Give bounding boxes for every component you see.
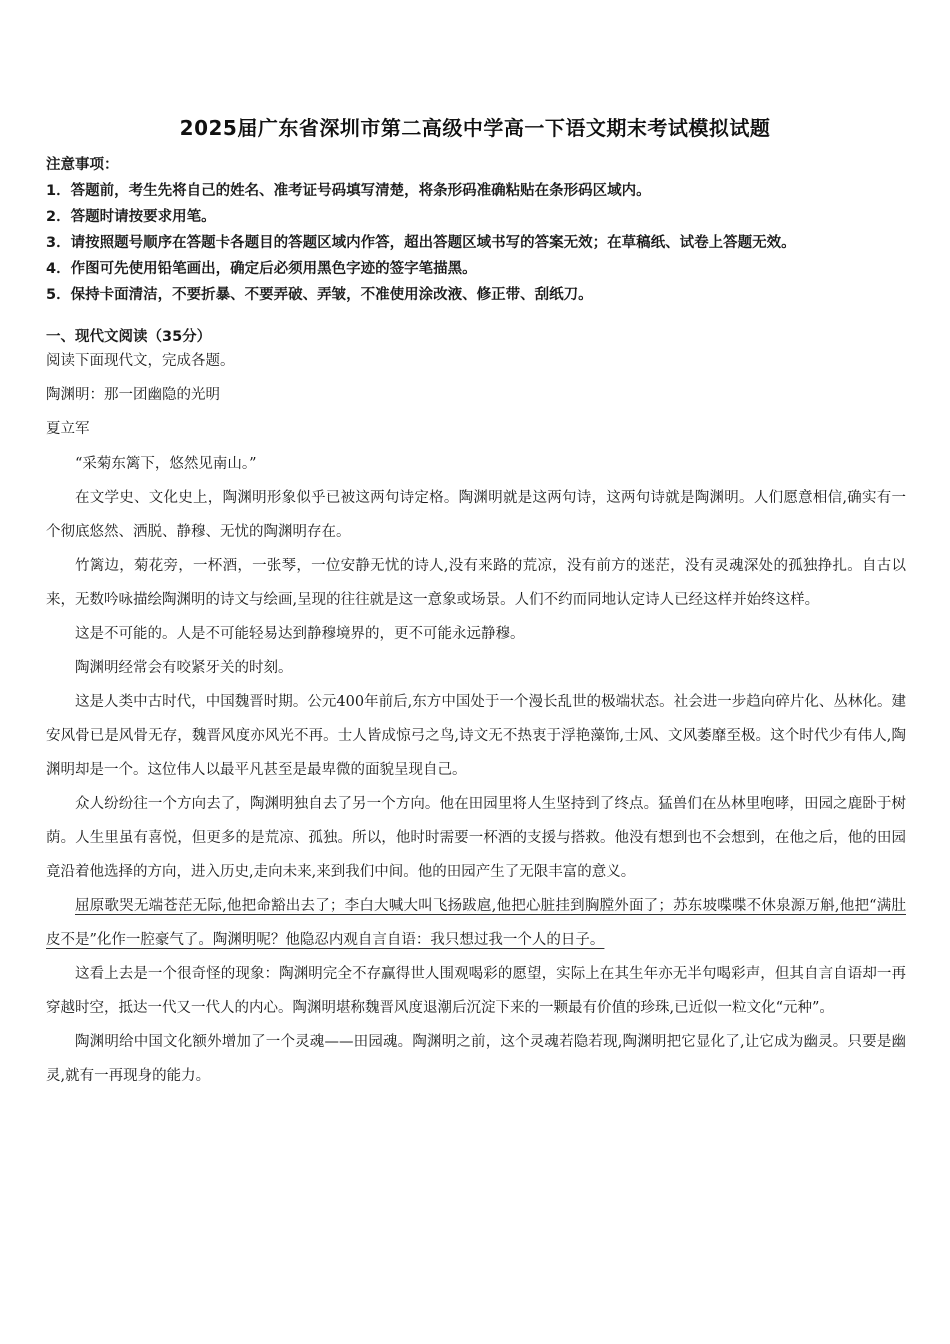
notice-block [46,152,916,308]
paragraph: 竹篱边，菊花旁，一杯酒，一张琴，一位安静无忧的诗人,没有来路的荒凉，没有前方的迷茫，没有灵魂深处的孤独挣扎。自古以来，无数吟咏描绘陶渊明的诗文与绘画,呈现的往往就是这一意象或场景。人们不约而同地认定诗人已经这样并始终这样。 [46,558,906,608]
paragraph: 这是人类中古时代，中国魏晋时期。公元400年前后,东方中国处于一个漫长乱世的极端状态。社会进一步趋向碎片化、丛林化。建安风骨已是风骨无存，魏晋风度亦风光不再。士人皆成惊弓之鸟,诗文无不热衷于浮艳藻饰,士风、文风萎靡至极。这个时代少有伟人,陶渊明却是一个。这位伟人以最平凡甚至是最卑微的面貌呈现自己。 [46,694,906,778]
section-intro: 阅读下面现代文，完成各题。 [46,353,235,369]
paragraph: 这看上去是一个很奇怪的现象：陶渊明完全不存赢得世人围观喝彩的愿望，实际上在其生年亦无半句喝彩声，但其自言自语却一再穿越时空，抵达一代又一代人的内心。陶渊明堪称魏晋风度退潮后沉淀下来的一颗最有价值的珍珠,已近似一粒文化“元种”。 [46,966,906,1016]
paragraph: 这是不可能的。人是不可能轻易达到静穆境界的，更不可能永远静穆。 [75,626,525,642]
paragraph: 陶渊明给中国文化额外增加了一个灵魂——田园魂。陶渊明之前，这个灵魂若隐若现,陶渊明把它显化了,让它成为幽灵。只要是幽灵,就有一再现身的能力。 [46,1034,906,1084]
paragraph: “采菊东篱下，悠然见南山。” [75,456,257,472]
notice-item-3: 3．请按照题号顺序在答题卡各题目的答题区域内作答，超出答题区域书写的答案无效；在草稿纸、试卷上答题无效。 [46,235,796,251]
paragraph: 众人纷纷往一个方向去了，陶渊明独自去了另一个方向。他在田园里将人生坚持到了终点。猛兽们在丛林里咆哮，田园之鹿卧于树荫。人生里虽有喜悦，但更多的是荒凉、孤独。所以，他时时需要一杯酒的支援与搭救。他没有想到也不会想到，在他之后，他的田园竟沿着他选择的方向，进入历史,走向未来,来到我们中间。他的田园产生了无限丰富的意义。 [46,796,906,880]
notice-item-5: 5．保持卡面清洁，不要折暴、不要弄破、弄皱，不准使用涂改液、修正带、刮纸刀。 [46,287,593,303]
article-title: 陶渊明：那一团幽隐的光明 [46,387,220,403]
underlined-text: 屈原歌哭无端苍茫无际,他把命豁出去了；李白大喊大叫飞扬跋扈,他把心脏挂到胸膛外面了；苏东坡喋喋不休泉源万斛,他把“满肚皮不是”化作一腔豪气了。陶渊明呢？他隐忍内观自言自语：我只想过我一个人的日子。 [46,898,906,948]
notice-item-1: 1．答题前，考生先将自己的姓名、准考证号码填写清楚，将条形码准确粘贴在条形码区域内。 [46,183,651,199]
exam-title: 2025届广东省深圳市第二高级中学高一下语文期末考试模拟试题 [179,116,771,140]
article-body [46,447,906,1093]
paragraph: 在文学史、文化史上，陶渊明形象似乎已被这两句诗定格。陶渊明就是这两句诗，这两句诗就是陶渊明。人们愿意相信,确实有一个彻底悠然、洒脱、静穆、无忧的陶渊明存在。 [46,490,906,540]
paragraph: 陶渊明经常会有咬紧牙关的时刻。 [75,660,293,676]
notice-item-4: 4．作图可先使用铅笔画出，确定后必须用黑色字迹的签字笔描黑。 [46,261,477,277]
underlined-paragraph [46,889,906,957]
notice-heading: 注意事项： [46,157,119,173]
article-author: 夏立军 [46,421,90,437]
section-heading: 一、现代文阅读（35分） [46,329,212,345]
notice-item-2: 2．答题时请按要求用笔。 [46,209,216,225]
